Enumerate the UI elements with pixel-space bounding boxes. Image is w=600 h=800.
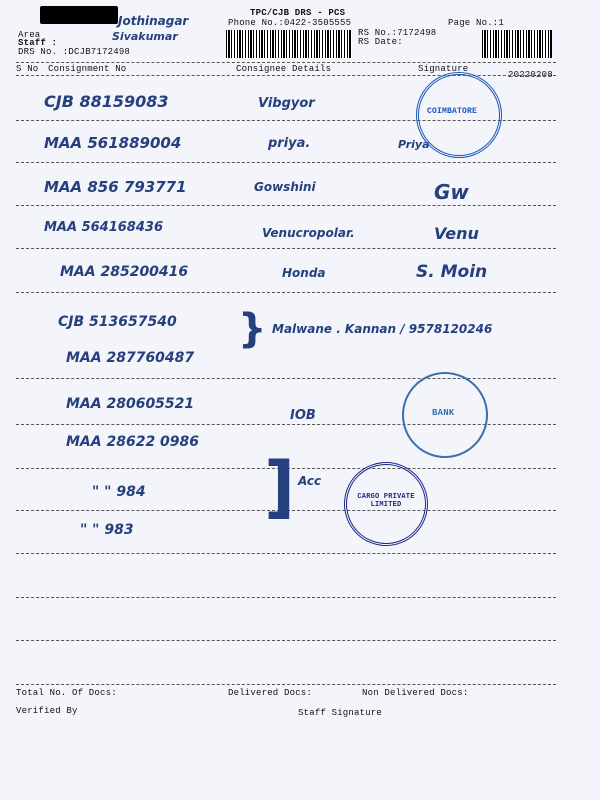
recipient-signature: Venu — [434, 224, 479, 243]
cargo-stamp — [344, 462, 428, 546]
delivered-docs: Delivered Docs: — [228, 688, 313, 698]
consignment-number: MAA 28622 0986 — [66, 434, 200, 450]
col-date: 20220208 — [508, 70, 553, 80]
consignee-name: Vibgyor — [258, 96, 315, 111]
row-rule — [16, 597, 556, 598]
rs-number: RS No.:7172498 — [358, 28, 437, 38]
consignee-name: Malwane . Kannan / 9578120246 — [272, 322, 493, 336]
recipient-signature: Priya — [398, 138, 430, 151]
row-rule — [16, 205, 556, 206]
area-label: Area — [18, 30, 41, 40]
consignment-number: MAA 287760487 — [66, 350, 195, 366]
consignment-number: MAA 280605521 — [66, 396, 195, 412]
col-sno: S No — [16, 64, 39, 74]
consignment-number: MAA 285200416 — [60, 264, 189, 280]
barcode-right — [482, 30, 552, 58]
doc-title: TPC/CJB DRS - PCS — [250, 8, 346, 18]
stamp-text: COIMBATORE — [427, 107, 478, 116]
total-docs: Total No. Of Docs: — [16, 688, 117, 698]
handwritten-area: Jothinagar — [118, 14, 189, 28]
consignee-name: Acc — [298, 474, 322, 488]
stamp-text: BANK — [432, 408, 455, 418]
non-delivered-docs: Non Delivered Docs: — [362, 688, 469, 698]
row-rule — [16, 553, 556, 554]
consignment-number: " " 983 — [80, 522, 134, 538]
consignee-name: Honda — [282, 266, 326, 280]
group-brace: } — [238, 306, 267, 352]
consignment-number: MAA 564168436 — [44, 220, 163, 235]
handwritten-staff: Sivakumar — [112, 30, 178, 43]
consignee-name: Venucropolar. — [262, 226, 355, 240]
consignment-number: MAA 856 793771 — [44, 178, 187, 196]
row-rule — [16, 162, 556, 163]
recipient-signature: S. Moin — [416, 262, 488, 282]
consignee-name: IOB — [290, 408, 316, 423]
row-rule — [16, 640, 556, 641]
row-rule — [16, 684, 556, 685]
consignment-number: CJB 88159083 — [44, 92, 169, 111]
consignment-number: " " 984 — [92, 484, 146, 500]
consignment-number: MAA 561889004 — [44, 134, 182, 152]
col-signature: Signature — [418, 64, 469, 74]
col-consignment: Consignment No — [48, 64, 127, 74]
recipient-signature: Gw — [434, 180, 469, 204]
drs-number: DRS No. :DCJB7172498 — [18, 47, 131, 57]
row-rule — [16, 378, 556, 379]
row-rule — [16, 292, 556, 293]
phone-number: Phone No.:0422-3505555 — [228, 18, 352, 28]
company-stamp — [416, 72, 502, 158]
group-brace: ] — [264, 448, 296, 527]
page-number: Page No.:1 — [448, 18, 505, 28]
consignee-name: priya. — [268, 136, 311, 151]
rs-date: RS Date: — [358, 37, 403, 47]
stamp-text: CARGO PRIVATE LIMITED — [357, 493, 415, 509]
consignee-name: Gowshini — [254, 180, 316, 194]
redaction-block — [40, 6, 118, 24]
staff-signature: Staff Signature — [298, 708, 383, 718]
consignment-number: CJB 513657540 — [58, 314, 177, 330]
verified-by: Verified By — [16, 706, 78, 716]
header-rule — [16, 62, 556, 63]
bank-stamp — [402, 372, 488, 458]
col-consignee: Consignee Details — [236, 64, 332, 74]
staff-label: Staff : — [18, 38, 58, 48]
row-rule — [16, 248, 556, 249]
header — [0, 0, 600, 70]
barcode-left — [226, 30, 352, 58]
